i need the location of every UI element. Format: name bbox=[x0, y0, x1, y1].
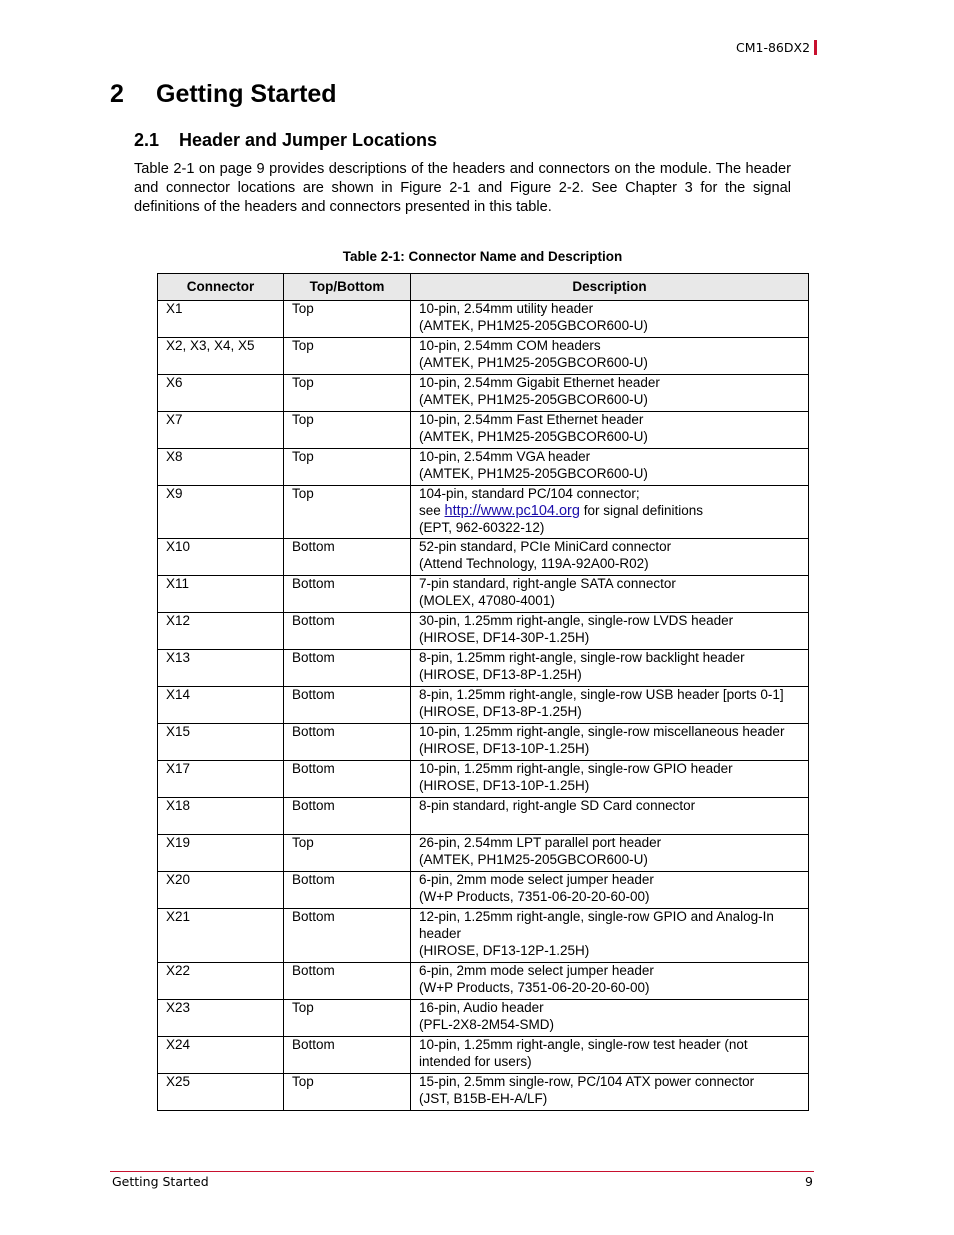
description-line: 10-pin, 2.54mm Gigabit Ethernet header bbox=[419, 375, 660, 390]
description-line: 8-pin standard, right-angle SD Card connector bbox=[419, 798, 696, 814]
top-bottom-cell: Top bbox=[284, 486, 411, 539]
description-cell bbox=[411, 909, 809, 962]
top-bottom-cell: Bottom bbox=[284, 539, 411, 576]
connector-cell: X9 bbox=[158, 486, 284, 539]
top-bottom-cell: Bottom bbox=[284, 1036, 411, 1073]
description-cell bbox=[411, 872, 809, 909]
description-line: (PFL-2X8-2M54-SMD) bbox=[419, 1016, 555, 1032]
description-cell bbox=[411, 375, 809, 412]
description-line: (W+P Products, 7351-06-20-20-60-00) bbox=[419, 889, 650, 905]
table-row bbox=[158, 650, 809, 687]
description-cell bbox=[411, 338, 809, 375]
description-line: 10-pin, 1.25mm right-angle, single-row test header (not bbox=[419, 1036, 748, 1052]
document-id bbox=[736, 40, 817, 55]
description-line: (HIROSE, DF13-10P-1.25H) bbox=[419, 778, 590, 794]
chapter-title: Getting Started bbox=[156, 80, 337, 108]
description-cell bbox=[411, 412, 809, 449]
table-header-row bbox=[158, 274, 809, 301]
top-bottom-cell: Top bbox=[284, 338, 411, 375]
footer-section-name: Getting Started bbox=[112, 1174, 209, 1189]
description-line: (AMTEK, PH1M25-205GBCOR600-U) bbox=[419, 317, 648, 333]
table-row bbox=[158, 909, 809, 962]
table-row bbox=[158, 375, 809, 412]
connector-cell: X11 bbox=[158, 576, 284, 613]
description-line: (HIROSE, DF14-30P-1.25H) bbox=[419, 630, 590, 646]
description-line: (JST, B15B-EH-A/LF) bbox=[419, 1090, 548, 1106]
column-header-connector: Connector bbox=[158, 274, 284, 301]
description-line: 10-pin, 1.25mm right-angle, single-row miscellaneous header bbox=[419, 724, 785, 740]
description-line: 10-pin, 2.54mm Fast Ethernet header bbox=[419, 412, 644, 427]
description-cell bbox=[411, 724, 809, 761]
description-line: 6-pin, 2mm mode select jumper header bbox=[419, 872, 654, 888]
description-line: 8-pin, 1.25mm right-angle, single-row backlight header bbox=[419, 650, 745, 666]
description-cell bbox=[411, 999, 809, 1036]
chapter-heading bbox=[110, 80, 337, 109]
table-row bbox=[158, 486, 809, 539]
description-cell bbox=[411, 301, 809, 338]
table-row bbox=[158, 999, 809, 1036]
description-line: 12-pin, 1.25mm right-angle, single-row GPIO and Analog-In bbox=[419, 909, 774, 925]
description-line: (Attend Technology, 119A-92A00-R02) bbox=[419, 556, 649, 572]
description-cell bbox=[411, 650, 809, 687]
description-cell bbox=[411, 1073, 809, 1110]
description-cell bbox=[411, 761, 809, 798]
table-row bbox=[158, 576, 809, 613]
top-bottom-cell: Top bbox=[284, 835, 411, 872]
top-bottom-cell: Top bbox=[284, 449, 411, 486]
description-line: (MOLEX, 47080-4001) bbox=[419, 593, 555, 609]
connector-cell: X2, X3, X4, X5 bbox=[158, 338, 284, 375]
description-cell bbox=[411, 687, 809, 724]
description-line: 8-pin, 1.25mm right-angle, single-row USB header [ports 0-1] bbox=[419, 687, 784, 703]
connector-cell: X17 bbox=[158, 761, 284, 798]
connector-cell: X6 bbox=[158, 375, 284, 412]
description-line: (AMTEK, PH1M25-205GBCOR600-U) bbox=[419, 391, 648, 407]
connector-cell: X21 bbox=[158, 909, 284, 962]
description-line: 7-pin standard, right-angle SATA connector bbox=[419, 576, 676, 592]
description-line: intended for users) bbox=[419, 1053, 532, 1069]
top-bottom-cell: Top bbox=[284, 412, 411, 449]
description-cell bbox=[411, 835, 809, 872]
description-cell bbox=[411, 613, 809, 650]
connector-cell: X1 bbox=[158, 301, 284, 338]
connector-cell: X7 bbox=[158, 412, 284, 449]
description-cell bbox=[411, 1036, 809, 1073]
description-line: (AMTEK, PH1M25-205GBCOR600-U) bbox=[419, 354, 648, 370]
description-line: (HIROSE, DF13-12P-1.25H) bbox=[419, 942, 590, 958]
top-bottom-cell: Top bbox=[284, 301, 411, 338]
connector-cell: X24 bbox=[158, 1036, 284, 1073]
table-row bbox=[158, 798, 809, 835]
top-bottom-cell: Bottom bbox=[284, 650, 411, 687]
description-line: (HIROSE, DF13-8P-1.25H) bbox=[419, 667, 582, 683]
description-line: 104-pin, standard PC/104 connector; bbox=[419, 486, 640, 501]
connector-cell: X12 bbox=[158, 613, 284, 650]
connector-cell: X25 bbox=[158, 1073, 284, 1110]
footer-rule bbox=[110, 1171, 814, 1172]
table-row bbox=[158, 613, 809, 650]
table-row bbox=[158, 724, 809, 761]
table-row bbox=[158, 1073, 809, 1110]
intro-paragraph: Table 2-1 on page 9 provides descriptions of the headers and connectors on the module. The header and connector locations are shown in Figure 2-1 and Figure 2-2. See Chapter 3 for the signal definitions of the headers and connectors presented in this table. bbox=[134, 161, 791, 215]
document-id-text: CM1-86DX2 bbox=[736, 40, 811, 55]
connector-cell: X19 bbox=[158, 835, 284, 872]
section-heading bbox=[134, 130, 437, 151]
top-bottom-cell: Top bbox=[284, 999, 411, 1036]
description-cell bbox=[411, 539, 809, 576]
description-line: 6-pin, 2mm mode select jumper header bbox=[419, 962, 654, 978]
table-row bbox=[158, 872, 809, 909]
description-line: 16-pin, Audio header bbox=[419, 999, 544, 1015]
table-row bbox=[158, 449, 809, 486]
connector-cell: X18 bbox=[158, 798, 284, 835]
table-body bbox=[158, 301, 809, 1111]
top-bottom-cell: Bottom bbox=[284, 798, 411, 835]
table-caption: Table 2-1: Connector Name and Description bbox=[342, 249, 623, 264]
description-line: (AMTEK, PH1M25-205GBCOR600-U) bbox=[419, 465, 648, 481]
description-line: (HIROSE, DF13-10P-1.25H) bbox=[419, 741, 590, 757]
description-line: 15-pin, 2.5mm single-row, PC/104 ATX power connector bbox=[419, 1073, 755, 1089]
see-text: see bbox=[419, 502, 445, 518]
connector-cell: X22 bbox=[158, 962, 284, 999]
table-row bbox=[158, 962, 809, 999]
table-row bbox=[158, 1036, 809, 1073]
description-line: (AMTEK, PH1M25-205GBCOR600-U) bbox=[419, 852, 648, 868]
top-bottom-cell: Bottom bbox=[284, 613, 411, 650]
description-line: 26-pin, 2.54mm LPT parallel port header bbox=[419, 835, 662, 851]
connector-cell: X13 bbox=[158, 650, 284, 687]
description-line bbox=[419, 503, 804, 520]
description-line: 10-pin, 2.54mm VGA header bbox=[419, 449, 591, 464]
top-bottom-cell: Bottom bbox=[284, 909, 411, 962]
description-line: 10-pin, 2.54mm utility header bbox=[419, 301, 594, 316]
description-line: (W+P Products, 7351-06-20-20-60-00) bbox=[419, 979, 650, 995]
description-line: 30-pin, 1.25mm right-angle, single-row LVDS header bbox=[419, 613, 734, 629]
header-accent-bar bbox=[814, 40, 817, 55]
signal-definitions-text: for signal definitions bbox=[579, 502, 704, 518]
top-bottom-cell: Top bbox=[284, 375, 411, 412]
connector-cell: X14 bbox=[158, 687, 284, 724]
description-line: 10-pin, 2.54mm COM headers bbox=[419, 338, 601, 353]
connector-cell: X15 bbox=[158, 724, 284, 761]
table-row bbox=[158, 338, 809, 375]
top-bottom-cell: Bottom bbox=[284, 687, 411, 724]
table-row bbox=[158, 687, 809, 724]
top-bottom-cell: Bottom bbox=[284, 962, 411, 999]
description-cell bbox=[411, 486, 809, 539]
description-line: header bbox=[419, 926, 462, 942]
connector-cell: X8 bbox=[158, 449, 284, 486]
description-cell bbox=[411, 798, 809, 835]
top-bottom-cell: Bottom bbox=[284, 724, 411, 761]
table-row bbox=[158, 301, 809, 338]
table-row bbox=[158, 539, 809, 576]
description-cell bbox=[411, 449, 809, 486]
connector-cell: X23 bbox=[158, 999, 284, 1036]
pc104-link[interactable]: http://www.pc104.org bbox=[444, 502, 580, 519]
table-row bbox=[158, 761, 809, 798]
section-number: 2.1 bbox=[134, 130, 160, 150]
connector-cell: X10 bbox=[158, 539, 284, 576]
table-row bbox=[158, 835, 809, 872]
top-bottom-cell: Bottom bbox=[284, 761, 411, 798]
description-line: (HIROSE, DF13-8P-1.25H) bbox=[419, 704, 582, 720]
description-line: 10-pin, 1.25mm right-angle, single-row GPIO header bbox=[419, 761, 733, 777]
description-cell bbox=[411, 576, 809, 613]
description-line: 52-pin standard, PCIe MiniCard connector bbox=[419, 539, 672, 555]
connector-cell: X20 bbox=[158, 872, 284, 909]
column-header-top-bottom: Top/Bottom bbox=[284, 274, 411, 301]
column-header-description: Description bbox=[411, 274, 809, 301]
table-row bbox=[158, 412, 809, 449]
top-bottom-cell: Bottom bbox=[284, 576, 411, 613]
section-title: Header and Jumper Locations bbox=[179, 130, 438, 150]
description-cell bbox=[411, 962, 809, 999]
top-bottom-cell: Top bbox=[284, 1073, 411, 1110]
description-line: (EPT, 962-60322-12) bbox=[419, 519, 545, 535]
chapter-number: 2 bbox=[110, 80, 124, 108]
connector-table bbox=[157, 273, 809, 1111]
description-line: (AMTEK, PH1M25-205GBCOR600-U) bbox=[419, 428, 648, 444]
top-bottom-cell: Bottom bbox=[284, 872, 411, 909]
page-number: 9 bbox=[805, 1174, 813, 1189]
